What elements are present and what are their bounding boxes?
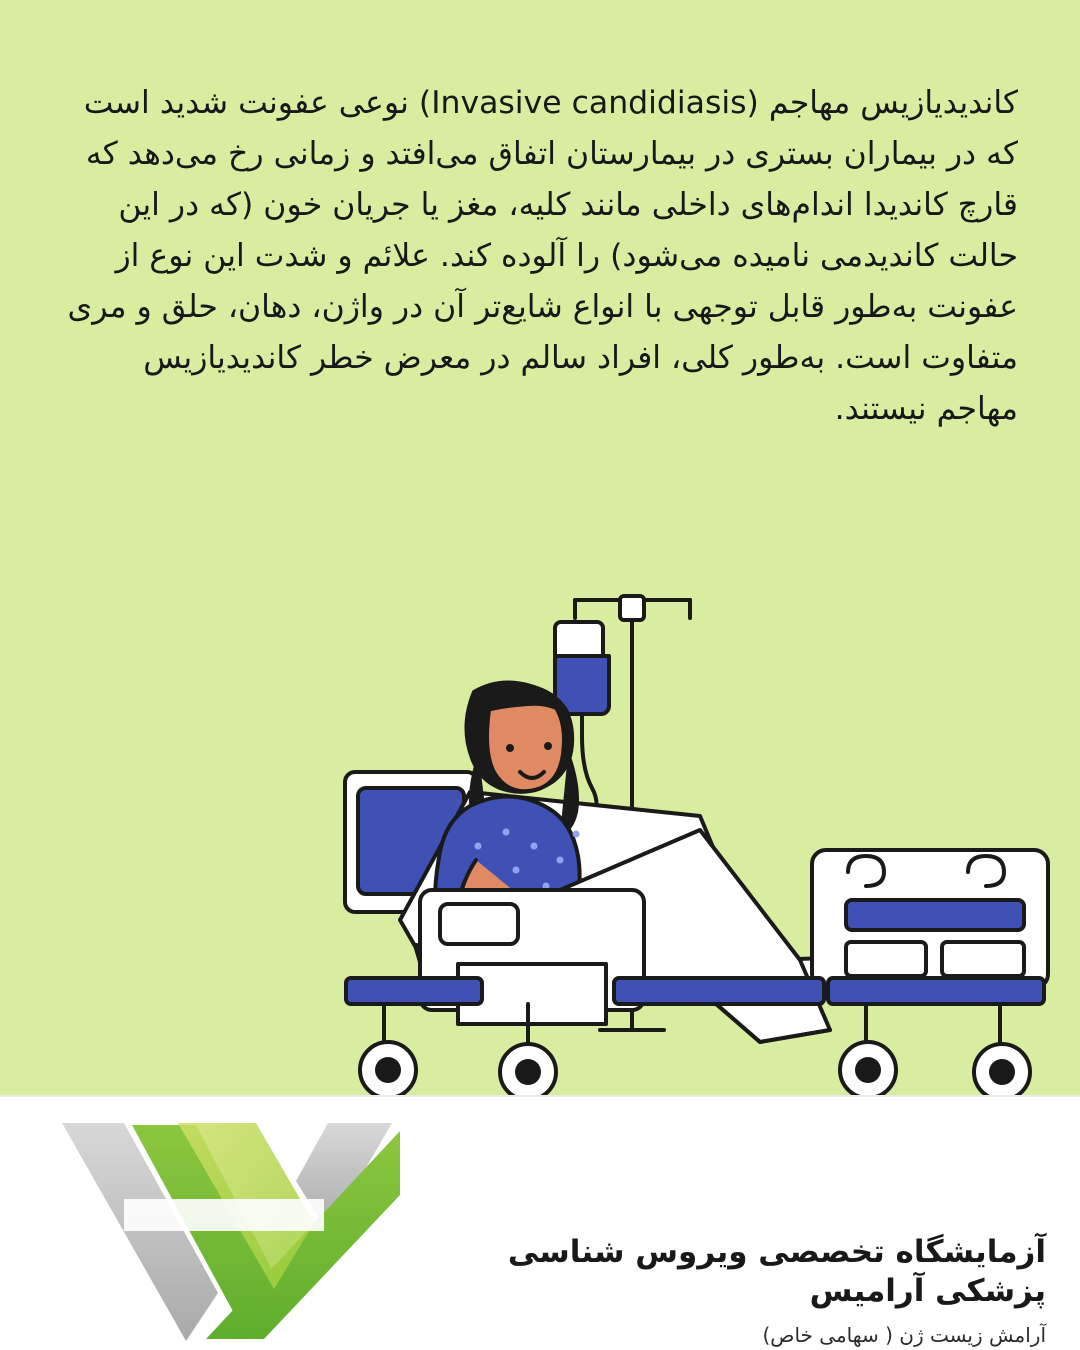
article-body-text: کاندیدیازیس مهاجم (Invasive candidiasis) نوعی عفونت شدید است که در بیماران بستری در بیمارستان اتفاق می‌افتد و زمانی رخ می‌دهد که قارچ کاندیدا اندام‌های داخلی مانند کلیه، مغز یا جریان خون (که در این حالت کاندیدمی نامیده می‌شود) را آلوده کند. علائم و شدت این نوع از عفونت به‌طور قابل توجهی با انواع شایع‌تر آن در واژن، دهان، حلق و مری متفاوت است. به‌طور کلی، افراد سالم در معرض خطر کاندیدیازیس مهاجم نیستند. [67, 85, 1018, 428]
footer-text-block [406, 1233, 1046, 1347]
lab-name: آزمایشگاه تخصصی ویروس شناسی پزشکی آرامیس [507, 1234, 1046, 1309]
company-legal-name: آرامش زیست ژن ( سهامی خاص) [762, 1322, 1046, 1347]
footer-divider [0, 1095, 1080, 1097]
patient-in-hospital-bed-illustration [0, 560, 1080, 1100]
aramis-dna-logo-icon [28, 1103, 428, 1343]
bed-side-rail-right [812, 850, 1048, 988]
illustration-container [0, 560, 1080, 1100]
bed-wheels [360, 1042, 1030, 1100]
bed-base [346, 978, 1044, 1050]
footer-bar [0, 1095, 1080, 1350]
